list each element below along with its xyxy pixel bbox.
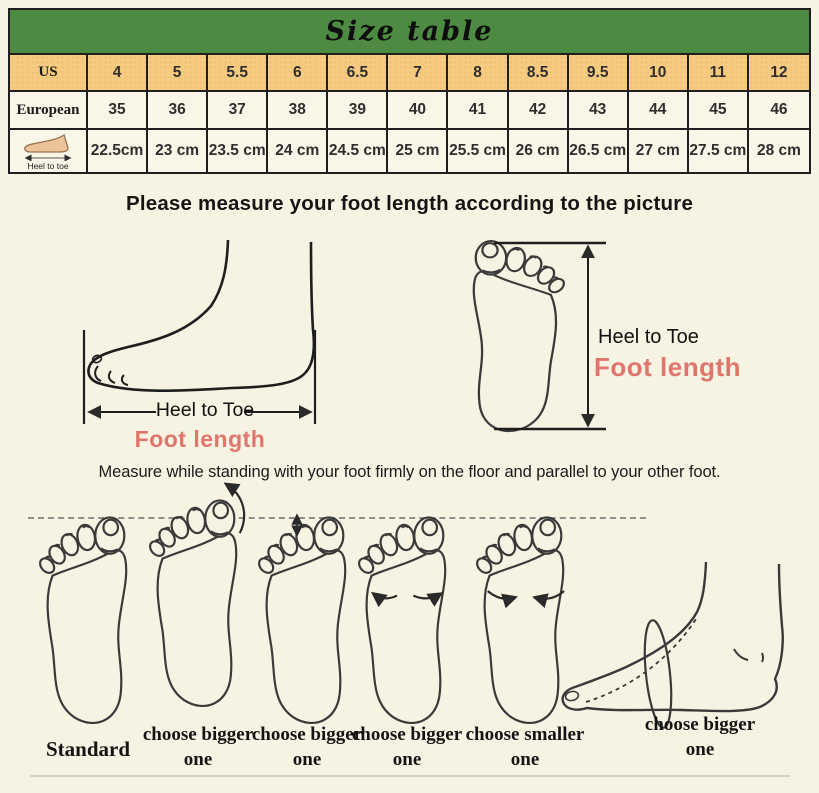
table-cell: 9.5 [569, 55, 629, 92]
heel-to-toe-label: Heel to Toe [155, 399, 255, 421]
table-cell: 44 [629, 92, 689, 130]
footprint-toe-gap [257, 512, 357, 730]
table-cell: 28 cm [749, 130, 809, 172]
table-cell: 35 [88, 92, 148, 130]
table-cell: 8.5 [509, 55, 569, 92]
table-cell: 25.5 cm [448, 130, 508, 172]
table-cell: 41 [448, 92, 508, 130]
table-cell: 23.5 cm [208, 130, 268, 172]
table-cell: 24 cm [268, 130, 328, 172]
table-cell: 26 cm [509, 130, 569, 172]
high-instep-foot-diagram [556, 554, 796, 734]
footprint-standard [38, 512, 138, 730]
row-label-us: US [10, 55, 88, 92]
table-cell: 10 [629, 55, 689, 92]
foot-length-caption: Foot length [594, 352, 742, 382]
row-label-heel-to-toe [10, 130, 88, 172]
measure-heading: Please measure your foot length according to the picture [125, 192, 694, 215]
table-cell: 46 [749, 92, 809, 130]
sole-foot-diagram [446, 230, 610, 442]
bottom-divider [30, 775, 790, 777]
heel-to-toe-cell-label: Heel to toe [27, 161, 69, 171]
table-cell: 38 [268, 92, 328, 130]
table-cell: 42 [509, 92, 569, 130]
table-cell: 45 [689, 92, 749, 130]
table-cell: 36 [148, 92, 208, 130]
size-table-title: Size table [10, 10, 809, 55]
foot-side-icon [22, 133, 74, 161]
size-table-grid [10, 55, 809, 172]
table-cell: 8 [448, 55, 508, 92]
heel-to-toe-label: Heel to Toe [598, 326, 699, 348]
fit-label-standard: Standard [45, 737, 131, 761]
table-cell: 23 cm [148, 130, 208, 172]
footprint-toe-over-line [148, 495, 248, 713]
standing-note: Measure while standing with your foot firmly on the floor and parallel to your other foot. [98, 463, 721, 481]
table-cell: 27.5 cm [689, 130, 749, 172]
table-cell: 7 [388, 55, 448, 92]
table-cell: 22.5cm [88, 130, 148, 172]
table-cell: 5 [148, 55, 208, 92]
table-cell: 24.5 cm [328, 130, 388, 172]
table-cell: 11 [689, 55, 749, 92]
footprint-wide-foot [357, 512, 457, 730]
table-cell: 37 [208, 92, 268, 130]
table-cell: 39 [328, 92, 388, 130]
size-table [8, 8, 811, 174]
row-label-european: European [10, 92, 88, 130]
fit-label: choose bigger one [351, 724, 463, 770]
table-cell: 6.5 [328, 55, 388, 92]
table-cell: 6 [268, 55, 328, 92]
fit-label: choose bigger one [142, 724, 254, 770]
fit-label: choose bigger one [644, 714, 756, 760]
table-cell: 27 cm [629, 130, 689, 172]
table-cell: 43 [569, 92, 629, 130]
table-cell: 40 [388, 92, 448, 130]
table-cell: 25 cm [388, 130, 448, 172]
table-cell: 12 [749, 55, 809, 92]
table-cell: 26.5 cm [569, 130, 629, 172]
table-cell: 5.5 [208, 55, 268, 92]
fit-label: choose smaller one [465, 724, 585, 770]
foot-length-caption: Foot length [134, 426, 266, 452]
table-cell: 4 [88, 55, 148, 92]
fit-label: choose bigger one [251, 724, 363, 770]
side-foot-diagram [68, 232, 368, 458]
